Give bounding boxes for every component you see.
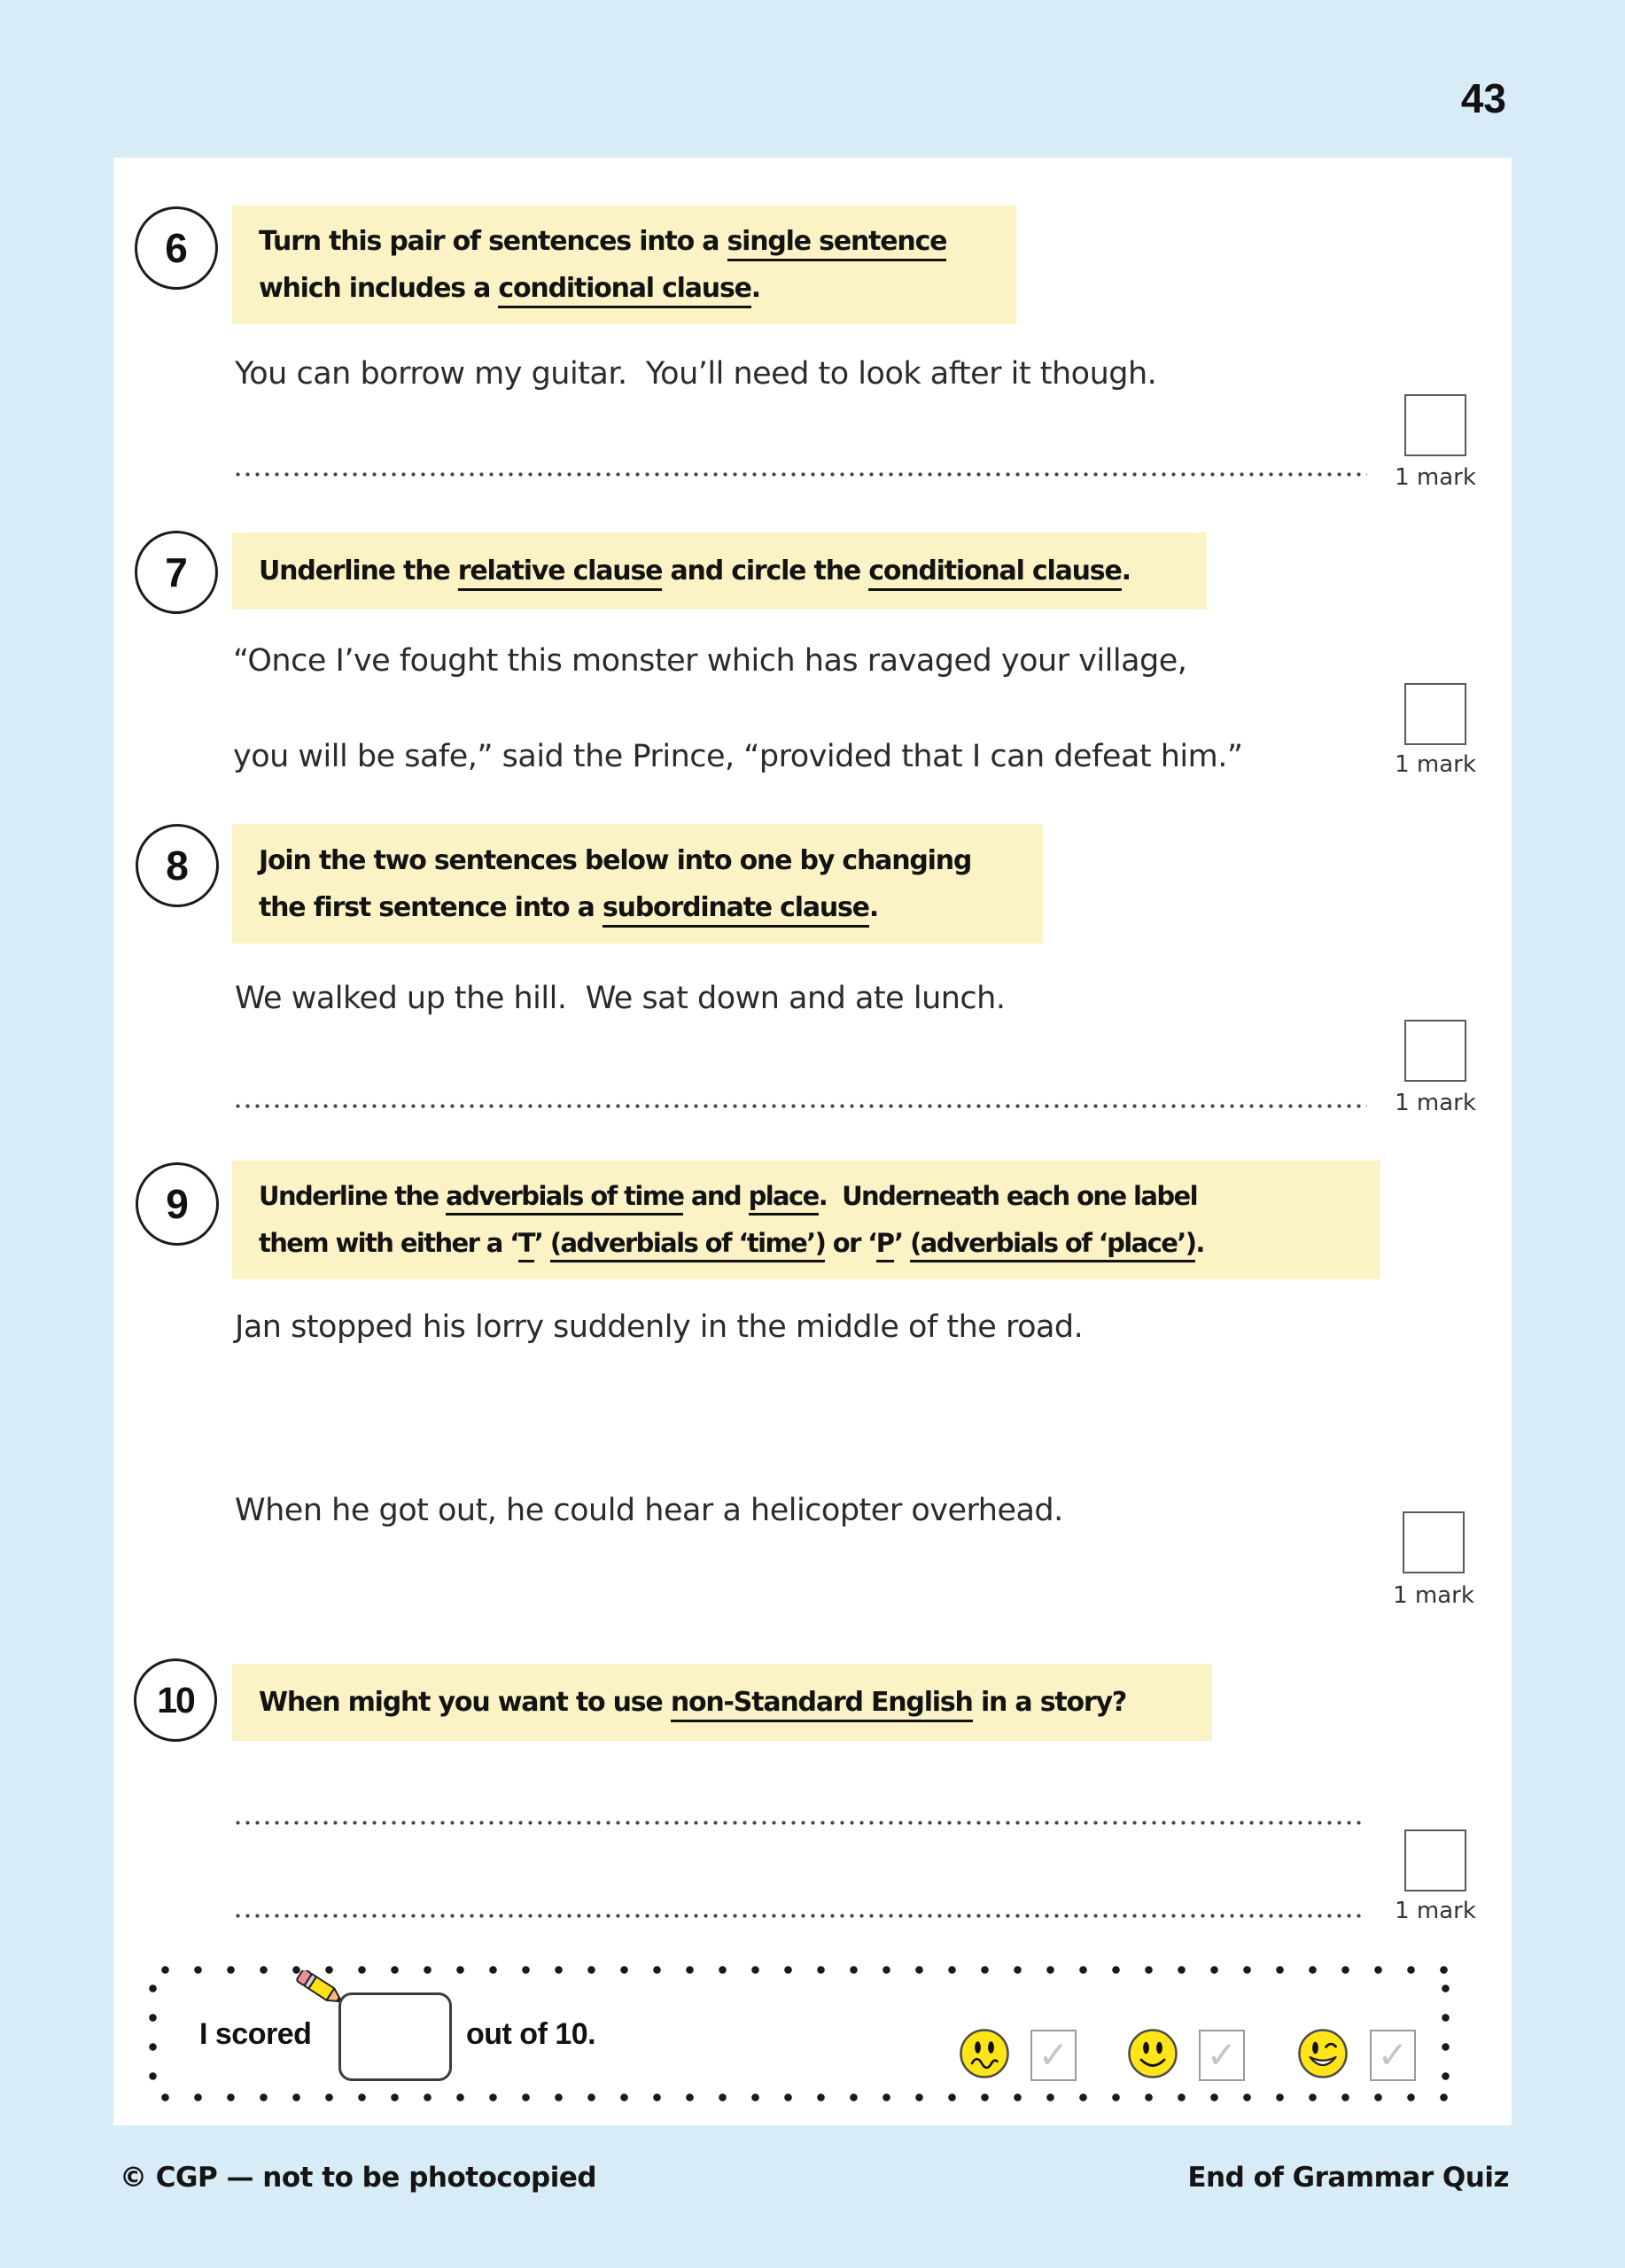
question-number: 9 — [166, 1181, 189, 1227]
mark-label: 1 mark — [1393, 1582, 1474, 1609]
score-checkbox-high[interactable] — [1370, 2030, 1416, 2081]
prompt-line: When might you want to use non-Standard English in a story? — [259, 1679, 1212, 1726]
question-sentence: When he got out, he could hear a helicopter overhead. — [235, 1493, 1063, 1528]
question-number: 6 — [165, 225, 188, 271]
dotted-border-bottom — [149, 2093, 1450, 2101]
prompt-line: which includes a conditional clause. — [259, 265, 1016, 312]
question-number-badge — [135, 206, 218, 290]
mark-box[interactable] — [1404, 1020, 1466, 1082]
score-checkbox-mid[interactable] — [1199, 2030, 1245, 2081]
dotted-border-left — [149, 1974, 157, 2093]
question-prompt — [232, 1664, 1212, 1741]
question-prompt — [232, 1161, 1380, 1279]
prompt-line: the first sentence into a subordinate clause. — [259, 884, 1043, 931]
prompt-line: Join the two sentences below into one by changing — [259, 844, 972, 876]
question-number: 8 — [166, 843, 189, 889]
question-number-badge — [136, 1162, 219, 1246]
question-number-badge — [134, 1658, 217, 1742]
score-prefix-label: I scored — [199, 2017, 312, 2051]
footer-copyright: © CGP — not to be photocopied — [120, 2162, 597, 2194]
prompt-line: them with either a ‘T’ (adverbials of ‘time’) or ‘P’ (adverbials of ‘place’). — [259, 1220, 1380, 1267]
question-number: 10 — [157, 1679, 194, 1720]
question-prompt — [232, 532, 1207, 610]
question-prompt — [232, 824, 1043, 944]
answer-line[interactable] — [233, 472, 1367, 477]
happy-face-icon — [1127, 2028, 1178, 2079]
score-checkbox-low[interactable] — [1030, 2030, 1077, 2081]
mark-box[interactable] — [1404, 683, 1466, 745]
question-sentence: We walked up the hill. We sat down and ate lunch. — [235, 981, 1006, 1016]
score-suffix-label: out of 10. — [466, 2017, 596, 2051]
question-sentence: “Once I’ve fought this monster which has ravaged your village, — [233, 643, 1187, 679]
check-icon: ✓ — [1038, 2033, 1069, 2077]
mark-label: 1 mark — [1395, 464, 1476, 491]
prompt-line: Turn this pair of sentences into a single sentence — [259, 218, 1016, 265]
question-prompt — [232, 206, 1016, 324]
question-number-badge — [136, 824, 219, 907]
answer-line[interactable] — [233, 1104, 1367, 1108]
mark-label: 1 mark — [1395, 751, 1476, 778]
answer-line[interactable] — [233, 1821, 1365, 1825]
score-input-box[interactable] — [338, 1992, 452, 2081]
check-icon: ✓ — [1377, 2033, 1409, 2077]
question-sentence: You can borrow my guitar. You’ll need to look after it though. — [235, 356, 1157, 392]
question-sentence: Jan stopped his lorry suddenly in the middle of the road. — [235, 1309, 1084, 1345]
question-number: 7 — [165, 549, 188, 595]
prompt-line: Underline the relative clause and circle the conditional clause. — [259, 548, 1207, 594]
question-number-badge — [135, 531, 218, 614]
prompt-line: Underline the adverbials of time and place. Underneath each one label — [259, 1173, 1380, 1220]
question-sentence: you will be safe,” said the Prince, “provided that I can defeat him.” — [233, 739, 1243, 774]
mark-label: 1 mark — [1395, 1898, 1476, 1924]
mark-box[interactable] — [1404, 1829, 1466, 1891]
winking-face-icon — [1297, 2028, 1349, 2079]
mark-box[interactable] — [1403, 1511, 1465, 1573]
confused-face-icon — [959, 2028, 1010, 2079]
dotted-border-right — [1442, 1974, 1450, 2093]
worksheet-page — [113, 158, 1512, 2125]
mark-label: 1 mark — [1395, 1090, 1476, 1116]
check-icon: ✓ — [1206, 2033, 1238, 2077]
page-number: 43 — [1460, 75, 1506, 121]
answer-line[interactable] — [233, 1914, 1365, 1918]
footer-section-title: End of Grammar Quiz — [1187, 2162, 1509, 2194]
mark-box[interactable] — [1404, 394, 1466, 456]
